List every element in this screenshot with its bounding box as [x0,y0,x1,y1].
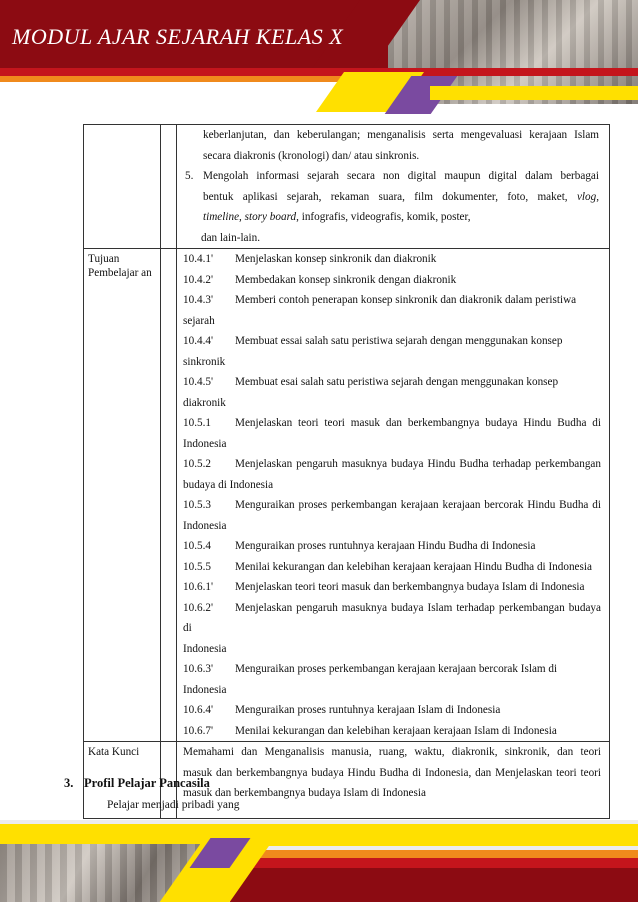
tujuan-item-continuation: Indonesia [183,642,227,655]
section-profil-pelajar [64,776,240,811]
kata-kunci-label: Kata Kunci [88,746,140,758]
tujuan-item [181,413,605,434]
tujuan-item [181,495,605,516]
row-label-tujuan [84,249,161,742]
list-text: Mengolah informasi sejarah secara non digital maupun digital dalam berbagai [203,170,599,182]
page-header [0,0,638,120]
tujuan-item [181,372,605,413]
tujuan-code: 10.5.3 [183,499,211,511]
row-label-empty [84,125,161,249]
italic-term: vlog [576,190,597,203]
list-item-5-line-3: timeline, story board, infografis, videografis, komik, poster, [203,211,471,223]
tujuan-item [181,454,605,475]
tujuan-code: 10.6.3' [183,663,213,675]
kata-kunci-text [181,742,605,804]
footer-red-stripe [230,858,638,868]
list-number: 5. [185,170,194,182]
table-row-tujuan [84,249,610,742]
footer-maroon-band [230,868,638,902]
footer-yellow-stripe [0,824,638,846]
kata-kunci-cell [177,742,610,819]
tujuan-item [181,721,605,742]
tujuan-text: Menguraikan proses perkembangan kerajaan kerajaan bercorak Hindu Budha di [235,499,601,511]
tujuan-code: 10.6.2' [183,601,213,614]
table-row-continuation [84,125,610,249]
section-number: 3. [64,776,74,790]
tujuan-item [181,598,605,639]
tujuan-cell [177,249,610,742]
tujuan-code: 10.6.4' [183,704,213,716]
tujuan-code: 10.6.1' [183,581,213,593]
tujuan-item [181,249,605,270]
document-title: MODUL AJAR SEJARAH KELAS X [12,24,344,49]
tujuan-code: 10.4.5' [183,376,213,388]
module-table [83,124,610,819]
list-item-5-tail: dan lain-lain. [201,231,261,244]
tujuan-item-continuation: Indonesia [183,437,227,450]
tujuan-text: Menilai kekurangan dan kelebihan kerajaan kerajaan Islam di Indonesia [235,724,557,737]
tujuan-text: Menjelaskan teori teori masuk dan berkembangnya budaya Hindu Budha di [235,417,601,429]
tujuan-item [181,700,605,721]
kata-kunci-line: masuk dan berkembangnya budaya Islam di Indonesia [183,787,426,799]
continuation-line: keberlanjutan, dan keberulangan; menganalisis serta mengevaluasi kerajaan Islam [203,129,599,141]
italic-term: timeline, story board [203,211,297,223]
kata-kunci-line: Memahami dan Menganalisis manusia, ruang, waktu, diakronik, sinkronik, dan teori [183,746,601,758]
tujuan-item [181,536,605,557]
list-item-5 [181,166,605,187]
tujuan-text: Memberi contoh penerapan konsep sinkronik dan diakronik dalam peristiwa sejarah [183,294,577,327]
tujuan-item [181,331,605,372]
tujuan-code: 10.5.4 [183,540,211,552]
section-subtext: Pelajar menjadi pribadi yang [107,799,240,811]
section-title: Profil Pelajar Pancasila [84,776,210,790]
continuation-line: secara diakronis (kronologi) dan/ atau sinkronis. [203,149,420,162]
page-footer [0,820,638,902]
tujuan-item-continuation: budaya di Indonesia [183,478,274,491]
tujuan-item [181,290,605,331]
tujuan-text: Menjelaskan konsep sinkronik dan diakronik [235,253,437,265]
tujuan-code: 10.5.2 [183,458,211,470]
tujuan-item [181,577,605,598]
tujuan-label: Tujuan Pembelajar an [88,253,152,279]
tujuan-text: Menjelaskan pengaruh masuknya budaya Islam terhadap perkembangan budaya di [183,601,601,634]
tujuan-text: Menjelaskan pengaruh masuknya budaya Hindu Budha terhadap perkembangan [235,458,601,470]
kata-kunci-padding [181,804,605,818]
tujuan-item [181,557,605,578]
tujuan-code: 10.5.5 [183,560,211,573]
header-yellow-stripe [430,86,638,100]
tujuan-code: 10.4.3' [183,294,213,306]
tujuan-item-continuation: Indonesia [183,519,227,532]
row-spacer [161,125,177,249]
tujuan-text: Menjelaskan teori teori masuk dan berkembangnya budaya Islam di Indonesia [235,581,585,593]
header-red-stripe [0,68,638,76]
tujuan-code: 10.4.2' [183,273,213,286]
tujuan-item [181,659,605,700]
tujuan-code: 10.4.4' [183,335,213,347]
tujuan-code: 10.5.1 [183,417,211,429]
tujuan-text: Menguraikan proses perkembangan kerajaan kerajaan bercorak Islam di Indonesia [183,663,558,696]
tujuan-code: 10.4.1' [183,253,213,265]
tujuan-text: Menilai kekurangan dan kelebihan kerajaan kerajaan Hindu Budha di Indonesia [235,560,592,573]
tujuan-text: Menguraikan proses runtuhnya kerajaan Hindu Budha di Indonesia [235,540,536,552]
tujuan-text: Membuat esai salah satu peristiwa sejarah dengan menggunakan konsep diakronik [183,376,559,409]
tujuan-code: 10.6.7' [183,724,213,737]
tujuan-text: Menguraikan proses runtuhnya kerajaan Islam di Indonesia [235,704,501,716]
tujuan-text: Membuat essai salah satu peristiwa sejarah dengan menggunakan konsep sinkronik [183,335,563,368]
list-item-5-line-2: bentuk aplikasi sejarah, rekaman suara, film dokumenter, foto, maket, vlog, [203,190,599,203]
tujuan-text: Membedakan konsep sinkronik dengan diakronik [235,273,457,286]
continuation-cell [177,125,610,249]
tujuan-item [181,270,605,291]
kata-kunci-line: masuk dan berkembangnya budaya Hindu Budha di Indonesia, dan Menjelaskan teori teori [183,766,601,779]
section-heading [64,776,240,791]
footer-orange-stripe [230,850,638,858]
row-spacer [161,249,177,742]
